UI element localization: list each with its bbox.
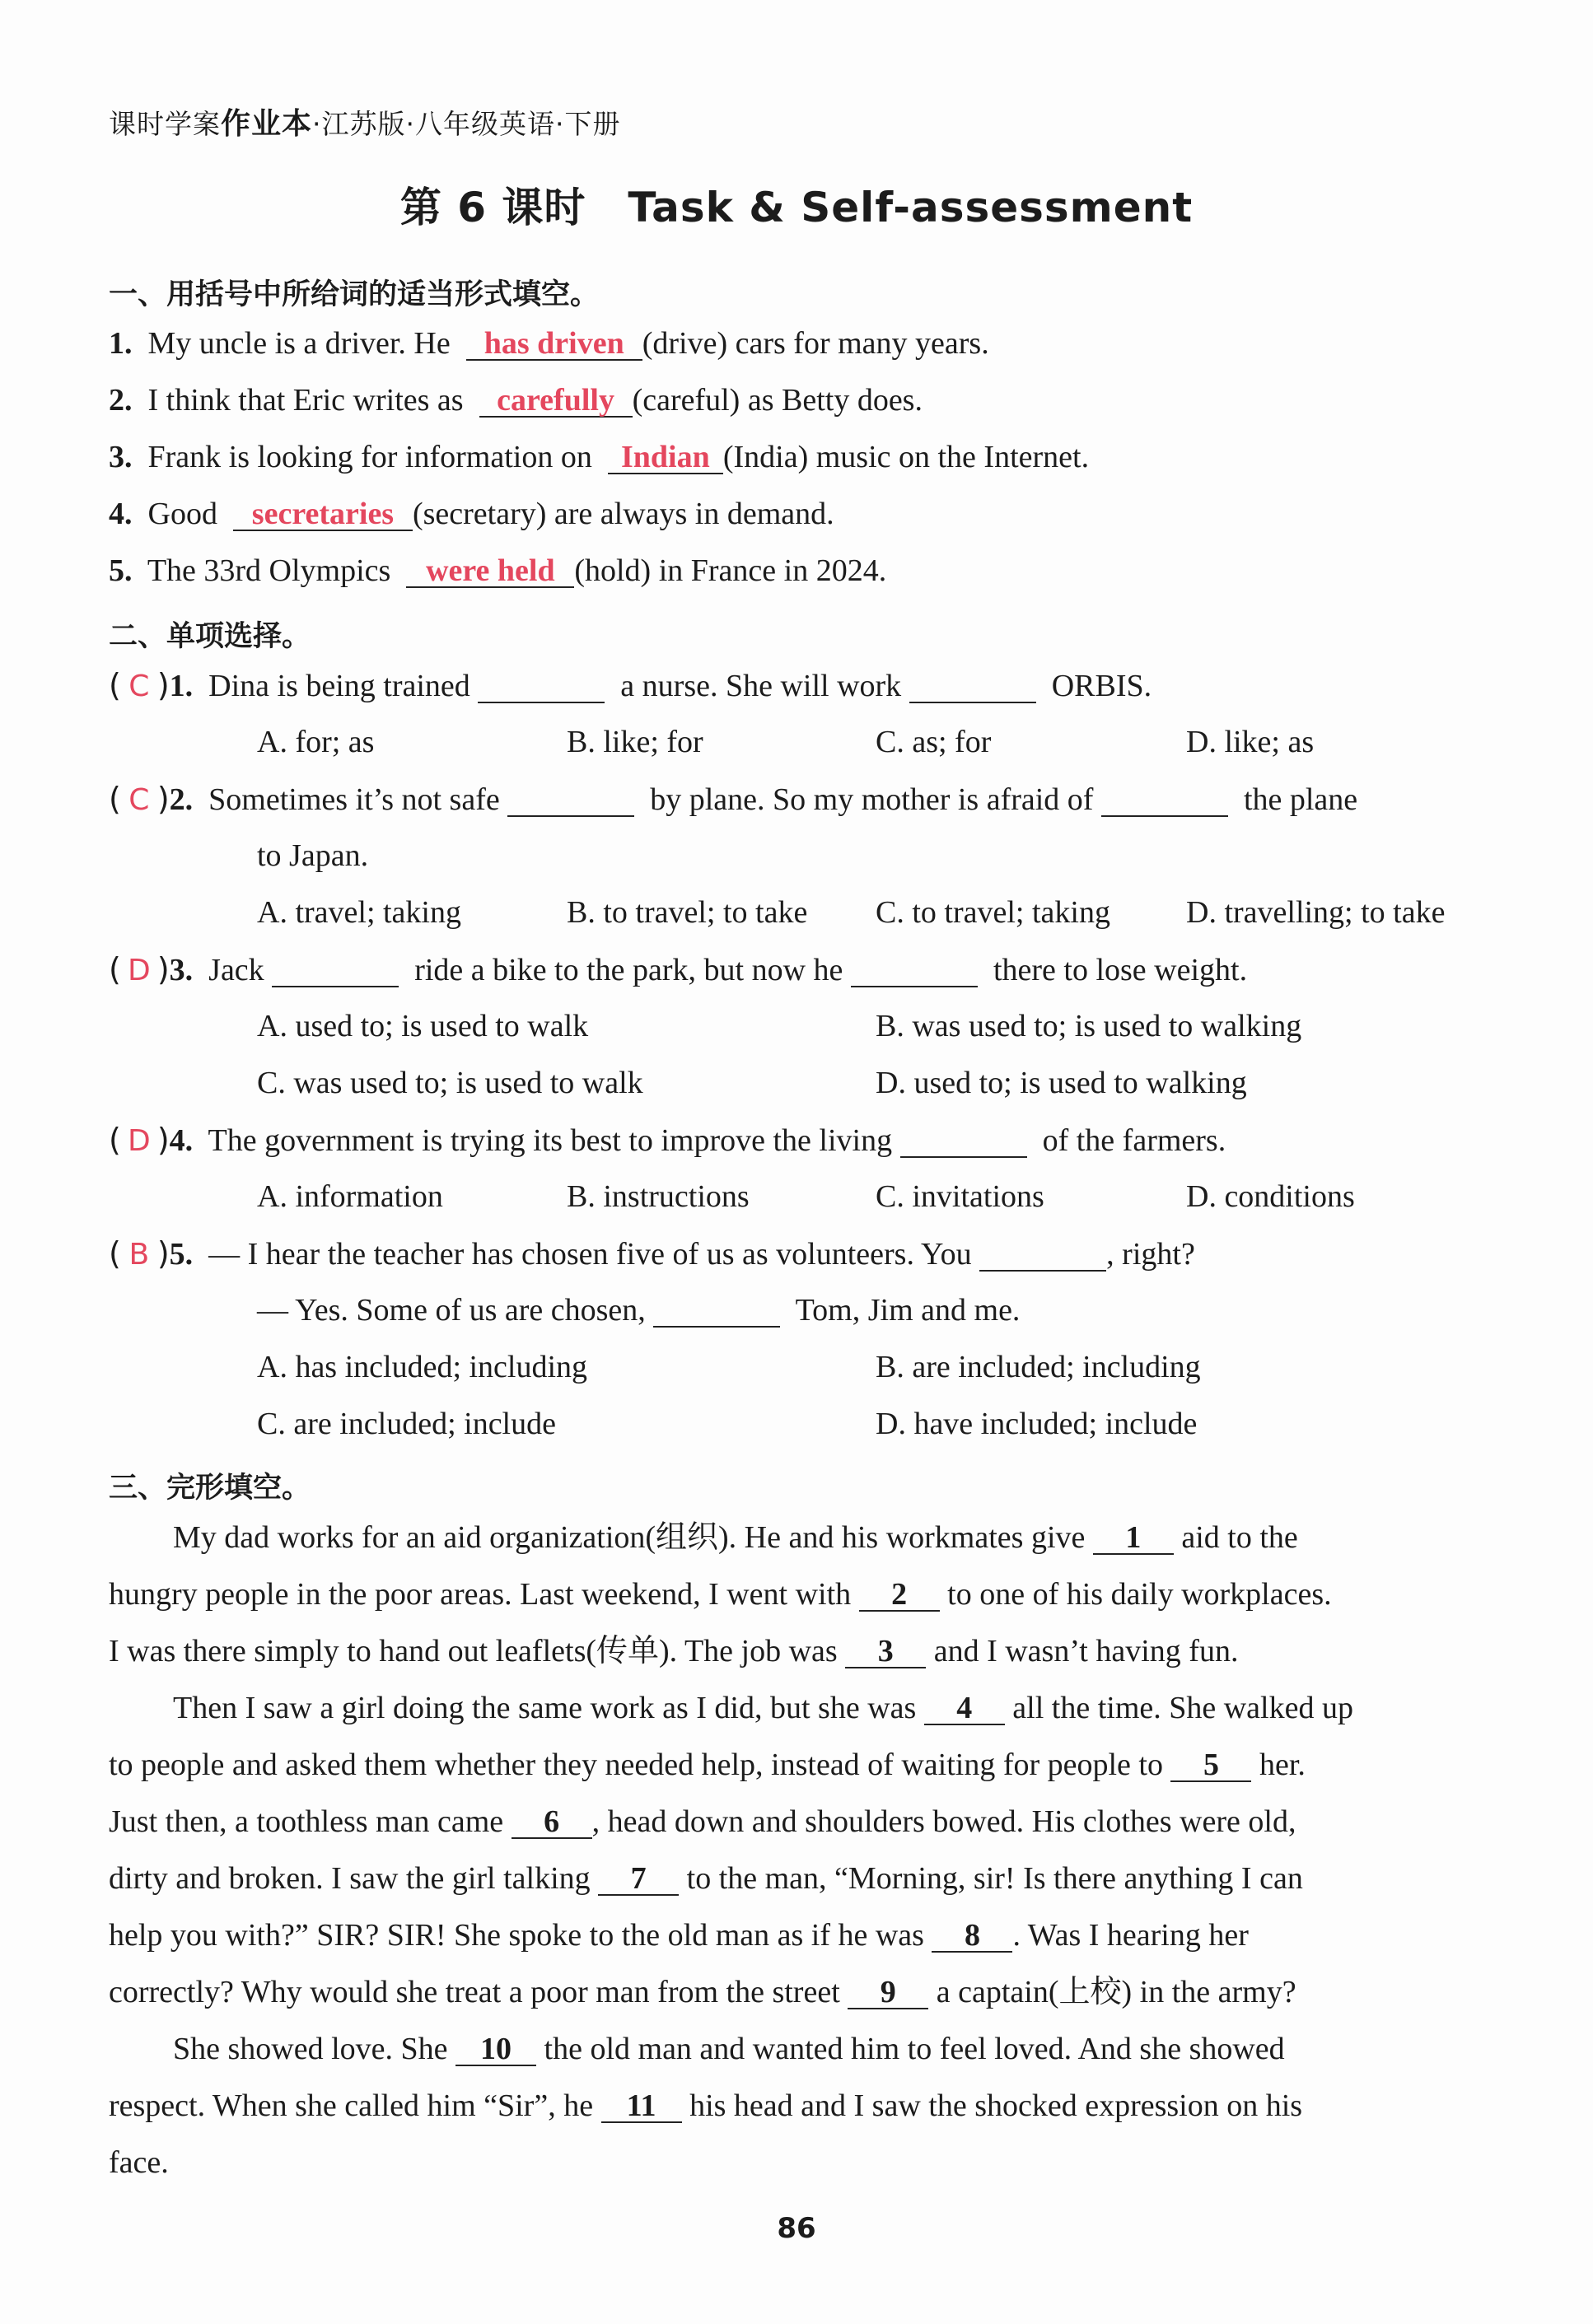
cloze-line <box>109 1636 1238 1668</box>
section-heading-3: 三、完形填空。 <box>109 1472 311 1505</box>
option-d: D. like; as <box>1186 725 1315 759</box>
fill-item-5 <box>109 555 886 588</box>
answer-blank <box>608 441 723 474</box>
option-a: A. for; as <box>257 725 375 759</box>
option-a: A. used to; is used to walk <box>257 1009 589 1043</box>
mcq-item-2: ( C )2. Sometimes it’s not safe by plane. So my mother is afraid of the plane <box>109 781 1358 817</box>
answer-blank <box>479 385 633 418</box>
cloze-text: aid to the <box>1181 1520 1298 1555</box>
item-text: Good <box>147 497 217 531</box>
item-number: 2. <box>109 383 133 418</box>
item-text: Sometimes it’s not safe <box>208 782 500 817</box>
page-title: 第 6 课时 Task & Self-assessment <box>399 184 1194 231</box>
running-header <box>109 100 621 142</box>
cloze-text: respect. When she called him “Sir”, he <box>109 2088 594 2123</box>
option-a: A. has included; including <box>257 1350 588 1384</box>
cloze-text: I was there simply to hand out leaflets(传单). The job was <box>109 1634 838 1668</box>
item-text: ORBIS. <box>1051 669 1152 703</box>
option-b: B. to travel; to take <box>567 895 808 930</box>
item-text: Jack <box>208 953 264 987</box>
fill-item-4 <box>109 498 834 531</box>
cloze-text: She showed love. She <box>173 2032 448 2066</box>
item-number: 3. <box>109 440 133 474</box>
item-number: 5. <box>169 1237 194 1272</box>
cloze-blank: 5 <box>1170 1749 1251 1782</box>
cloze-line <box>109 1749 1306 1782</box>
option-b: B. are included; including <box>876 1350 1201 1384</box>
option-c: C. to travel; taking <box>876 895 1110 930</box>
cloze-blank: 3 <box>845 1636 926 1668</box>
item-text: — Yes. Some of us are chosen, <box>257 1293 646 1328</box>
cloze-text: to one of his daily workplaces. <box>947 1577 1332 1612</box>
option-c: C. was used to; is used to walk <box>257 1066 643 1100</box>
item-text: The government is trying its best to improve the living <box>208 1123 893 1158</box>
answer-blank <box>851 954 978 987</box>
cloze-text: and I wasn’t having fun. <box>933 1634 1239 1668</box>
cloze-text: , head down and shoulders bowed. His clothes were old, <box>591 1804 1296 1839</box>
mcq-item-5: ( B )5. — I hear the teacher has chosen five of us as volunteers. You , right? <box>109 1235 1195 1272</box>
book-name: 作业本 <box>221 107 313 141</box>
item-text: My uncle is a driver. He <box>147 326 451 361</box>
answer-text: carefully <box>497 383 614 418</box>
cloze-line <box>173 2033 1285 2066</box>
item-text: (secretary) are always in demand. <box>412 497 834 531</box>
cloze-text: all the time. She walked up <box>1012 1691 1353 1725</box>
item-text: the plane <box>1243 782 1358 817</box>
cloze-text: to the man, “Morning, sir! Is there anything I can <box>686 1861 1303 1896</box>
mcq-item-1: ( C )1. Dina is being trained a nurse. She will work ORBIS. <box>109 667 1152 703</box>
cloze-text: help you with?” SIR? SIR! She spoke to the old man as if he was <box>109 1918 924 1953</box>
cloze-text: his head and I saw the shocked expression on his <box>689 2088 1303 2123</box>
cloze-text: Just then, a toothless man came <box>109 1804 504 1839</box>
mcq-answer: D <box>127 954 151 987</box>
item-text: a nurse. She will work <box>620 669 902 703</box>
item-number: 4. <box>169 1123 194 1158</box>
cloze-line <box>173 1522 1298 1555</box>
mcq-answer: C <box>128 783 150 817</box>
answer-text: has driven <box>484 326 624 361</box>
option-d: D. have included; include <box>876 1407 1198 1441</box>
cloze-text: the old man and wanted him to feel loved. And she showed <box>544 2032 1285 2066</box>
item-text: by plane. So my mother is afraid of <box>650 782 1094 817</box>
fill-item-1 <box>109 328 989 361</box>
mcq-answer: C <box>128 670 150 703</box>
cloze-line <box>109 1806 1296 1839</box>
cloze-blank: 10 <box>455 2033 536 2066</box>
option-c: C. are included; include <box>257 1407 556 1441</box>
item-number: 3. <box>169 953 194 987</box>
cloze-blank: 11 <box>601 2090 682 2123</box>
cloze-text: to people and asked them whether they needed help, instead of waiting for people to <box>109 1748 1163 1782</box>
cloze-line <box>173 1692 1353 1725</box>
item-number: 4. <box>109 497 133 531</box>
item-text: ride a bike to the park, but now he <box>414 953 843 987</box>
cloze-text: hungry people in the poor areas. Last weekend, I went with <box>109 1577 852 1612</box>
section-heading-1: 一、用括号中所给词的适当形式填空。 <box>109 278 600 311</box>
option-c: C. as; for <box>876 725 992 759</box>
item-text: Frank is looking for information on <box>147 440 592 474</box>
option-d: D. travelling; to take <box>1186 895 1446 930</box>
item-continuation: to Japan. <box>257 838 369 873</box>
item-text: (careful) as Betty does. <box>632 383 923 418</box>
cloze-blank: 2 <box>859 1579 940 1612</box>
option-b: B. like; for <box>567 725 703 759</box>
item-number: 1. <box>109 326 133 361</box>
cloze-line <box>109 2090 1302 2123</box>
answer-text: Indian <box>620 440 710 474</box>
section-heading-2: 二、单项选择。 <box>109 620 311 653</box>
cloze-blank: 4 <box>924 1692 1005 1725</box>
mcq-answer: D <box>127 1124 151 1158</box>
fill-item-2 <box>109 385 923 418</box>
answer-blank <box>909 670 1036 703</box>
item-number: 5. <box>109 553 133 588</box>
edition-info: ·江苏版·八年级英语·下册 <box>312 108 621 140</box>
fill-item-3 <box>109 441 1089 474</box>
cloze-text: dirty and broken. I saw the girl talking <box>109 1861 591 1896</box>
cloze-text: face. <box>109 2145 169 2180</box>
option-d: D. used to; is used to walking <box>876 1066 1247 1100</box>
item-text: (hold) in France in 2024. <box>574 553 887 588</box>
cloze-text: My dad works for an aid organization(组织). He and his workmates give <box>173 1520 1086 1555</box>
cloze-text: her. <box>1259 1748 1306 1782</box>
item-text: (drive) cars for many years. <box>642 326 989 361</box>
cloze-line <box>109 2147 169 2178</box>
answer-text: secretaries <box>251 497 395 531</box>
answer-blank <box>272 954 399 987</box>
answer-text: were held <box>426 553 555 588</box>
cloze-line <box>109 1579 1332 1612</box>
cloze-line <box>109 1920 1249 1953</box>
answer-blank <box>900 1125 1027 1158</box>
item-number: 1. <box>169 669 194 703</box>
option-c: C. invitations <box>876 1179 1044 1214</box>
cloze-blank: 1 <box>1093 1522 1174 1555</box>
item-text: — I hear the teacher has chosen five of us as volunteers. You <box>208 1237 972 1272</box>
answer-blank <box>406 555 574 588</box>
option-b: B. was used to; is used to walking <box>876 1009 1302 1043</box>
answer-blank <box>233 498 413 531</box>
item-text: of the farmers. <box>1042 1123 1226 1158</box>
mcq-item-4: ( D )4. The government is trying its best to improve the living of the farmers. <box>109 1122 1226 1158</box>
cloze-blank: 8 <box>932 1920 1012 1953</box>
cloze-text: Then I saw a girl doing the same work as I did, but she was <box>173 1691 917 1725</box>
answer-blank <box>1101 784 1228 817</box>
mcq-answer: B <box>128 1238 150 1272</box>
answer-blank <box>507 784 634 817</box>
cloze-text: . Was I hearing her <box>1012 1918 1249 1953</box>
item-number: 2. <box>169 782 194 817</box>
cloze-blank: 6 <box>512 1806 592 1839</box>
option-a: A. information <box>257 1179 443 1214</box>
cloze-blank: 9 <box>848 1976 928 2009</box>
option-a: A. travel; taking <box>257 895 461 930</box>
item-text: The 33rd Olympics <box>147 553 391 588</box>
option-b: B. instructions <box>567 1179 750 1214</box>
cloze-text: correctly? Why would she treat a poor man from the street <box>109 1975 840 2009</box>
item-continuation <box>257 1295 1020 1328</box>
cloze-line <box>109 1863 1303 1896</box>
option-d: D. conditions <box>1186 1179 1355 1214</box>
cloze-line <box>109 1976 1296 2009</box>
answer-blank <box>466 328 642 361</box>
series-name: 课时学案 <box>109 108 221 140</box>
item-text: , right? <box>1106 1237 1195 1272</box>
item-text: there to lose weight. <box>993 953 1248 987</box>
item-text: Tom, Jim and me. <box>795 1293 1021 1328</box>
cloze-text: a captain(上校) in the army? <box>936 1975 1296 2009</box>
answer-blank <box>653 1295 780 1328</box>
page-number: 86 <box>777 2212 816 2245</box>
mcq-item-3: ( D )3. Jack ride a bike to the park, but now he there to lose weight. <box>109 951 1248 987</box>
item-text: I think that Eric writes as <box>147 383 464 418</box>
cloze-blank: 7 <box>598 1863 679 1896</box>
item-text: Dina is being trained <box>208 669 470 703</box>
answer-blank <box>979 1239 1106 1272</box>
item-text: (India) music on the Internet. <box>722 440 1090 474</box>
answer-blank <box>478 670 605 703</box>
